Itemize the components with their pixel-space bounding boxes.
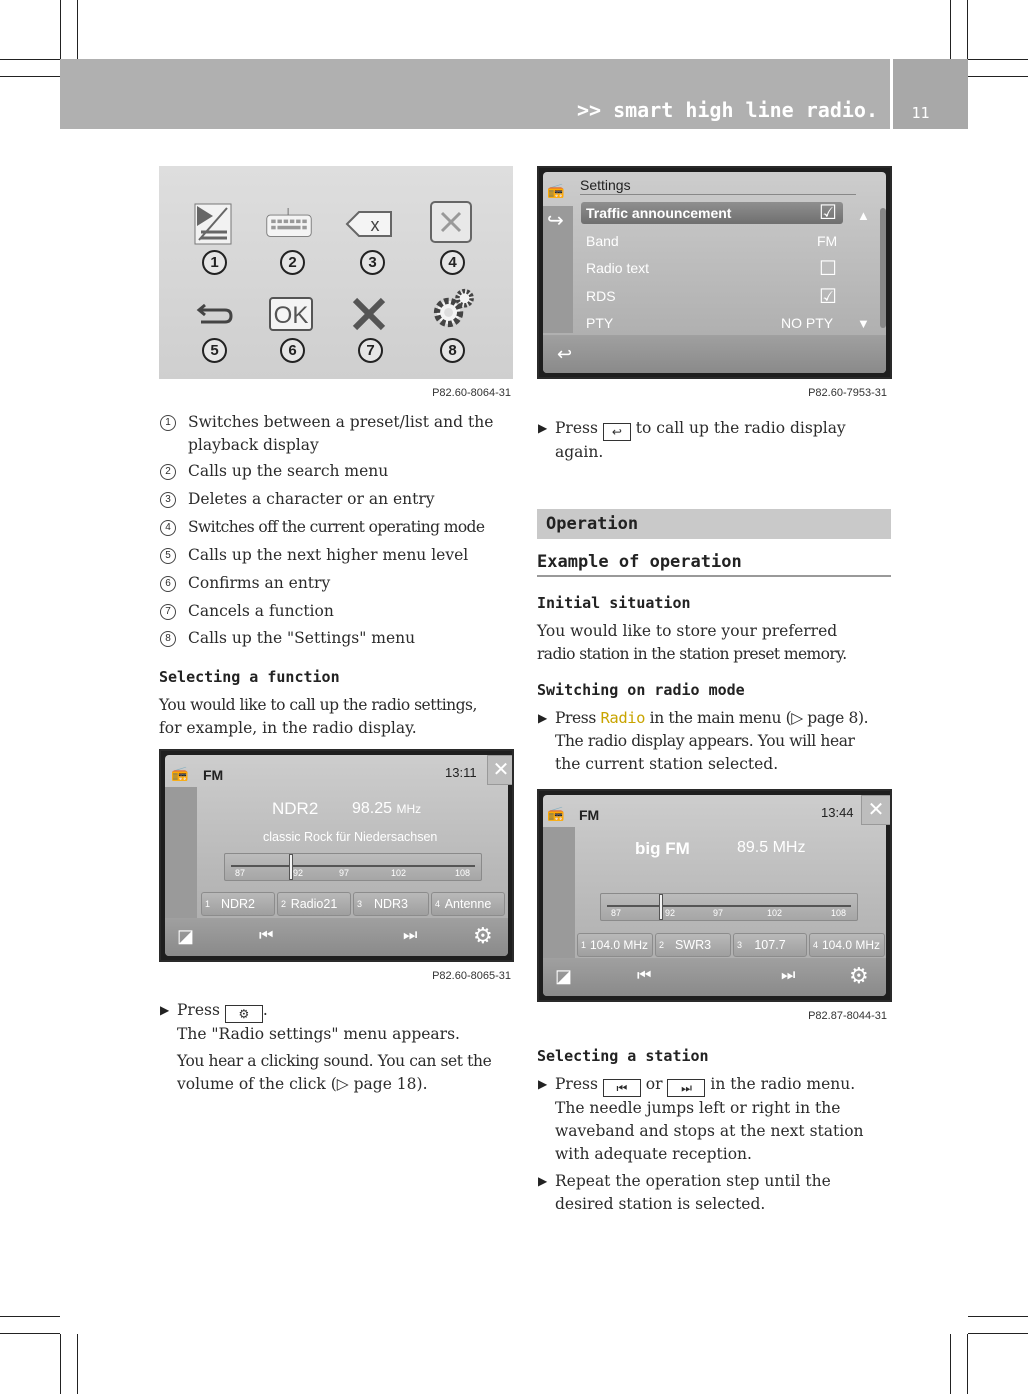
paragraph: You would like to call up the radio settings, xyxy=(159,696,477,714)
paragraph: with adequate reception. xyxy=(555,1145,752,1163)
paragraph: again. xyxy=(555,443,604,461)
crop-mark xyxy=(77,1334,78,1394)
paragraph: desired station is selected. xyxy=(555,1195,766,1213)
settings-row-label: PTY xyxy=(586,315,614,331)
crop-mark xyxy=(60,1334,61,1394)
page-title: >> smart high line radio. xyxy=(576,98,878,122)
skip-back-icon: ⏮ xyxy=(637,967,652,984)
section-heading: Switching on radio mode xyxy=(537,681,745,699)
step-bullet: ▶ xyxy=(538,421,548,435)
section-title: Operation xyxy=(546,514,639,534)
callout-4: 4 xyxy=(440,250,465,275)
crop-mark xyxy=(0,1333,60,1334)
step-text: Repeat the operation step until the xyxy=(555,1172,831,1190)
skip-forward-icon: ⏭ xyxy=(667,1079,705,1097)
paragraph: You hear a clicking sound. You can set the xyxy=(177,1052,492,1070)
paragraph: the current station selected. xyxy=(555,755,779,773)
scale-tick: 108 xyxy=(455,868,471,878)
preset-list-toggle-icon: ◪ xyxy=(555,966,573,986)
settings-gear-icon: ⚙ xyxy=(225,1005,263,1023)
crop-mark xyxy=(0,59,60,60)
settings-row-label: Traffic announcement xyxy=(586,205,732,221)
backspace-icon xyxy=(345,202,393,246)
figure-radio-display xyxy=(537,789,892,1002)
close-icon: ✕ xyxy=(487,755,514,785)
scroll-up-icon: ▲ xyxy=(857,208,870,223)
clock: 13:11 xyxy=(445,765,477,780)
preset-button: 1 104.0 MHz xyxy=(577,933,653,957)
callout-2: 2 xyxy=(280,250,305,275)
crop-mark xyxy=(0,76,60,77)
crop-mark xyxy=(950,0,951,60)
section-heading: Selecting a function xyxy=(159,668,340,686)
step-text: Press ⏮ or ⏭ in the radio menu. xyxy=(555,1075,856,1095)
paragraph: You would like to store your preferred xyxy=(537,622,838,640)
figure-caption: P82.60-7953-31 xyxy=(808,387,887,399)
frequency: 89.5 MHz xyxy=(737,839,806,856)
back-arrow-icon: ↪ xyxy=(547,210,564,232)
display-bottom-bar xyxy=(543,958,886,996)
tuning-needle xyxy=(659,894,663,920)
cancel-icon xyxy=(345,292,393,336)
frequency-scale xyxy=(600,893,858,921)
figure-caption: P82.60-8064-31 xyxy=(432,387,511,399)
settings-row-value: NO PTY xyxy=(781,315,834,331)
scale-tick: 92 xyxy=(665,908,676,918)
preset-button: 1 NDR2 xyxy=(201,892,275,916)
keyboard-icon xyxy=(265,202,313,246)
station-name: NDR2 xyxy=(272,799,319,818)
crop-mark xyxy=(968,1333,1028,1334)
figure-radio-display xyxy=(159,749,514,962)
radio-icon: 📻 xyxy=(171,765,189,781)
crop-mark xyxy=(967,1334,968,1394)
step-bullet: ▶ xyxy=(538,711,548,725)
callout-7: 7 xyxy=(358,338,383,363)
station-name: big FM xyxy=(635,839,690,858)
back-icon xyxy=(191,292,239,336)
skip-back-icon: ⏮ xyxy=(603,1079,641,1097)
paragraph: for example, in the radio display. xyxy=(159,719,417,737)
radio-icon: 📻 xyxy=(547,805,565,821)
crop-mark xyxy=(0,1316,60,1317)
settings-title: Settings xyxy=(580,177,631,193)
settings-row-label: Band xyxy=(586,233,619,249)
step-text: Press Radio in the main menu (▷ page 8). xyxy=(555,709,869,727)
figure-caption: P82.87-8044-31 xyxy=(808,1010,887,1022)
scrollbar xyxy=(880,208,886,328)
close-icon: ✕ xyxy=(861,795,891,825)
callout-1: 1 xyxy=(202,250,227,275)
crop-mark xyxy=(967,0,968,60)
skip-back-icon: ⏮ xyxy=(259,927,274,944)
paragraph: The needle jumps left or right in the xyxy=(555,1099,841,1117)
svg-text:x: x xyxy=(370,215,380,235)
figure-settings-menu xyxy=(537,166,892,379)
checkbox-checked-icon: ☑ xyxy=(819,286,837,308)
section-heading: Selecting a station xyxy=(537,1047,709,1065)
scale-tick: 87 xyxy=(235,868,246,878)
figure-icon-overview xyxy=(159,166,513,379)
back-icon: ↩ xyxy=(557,344,573,364)
paragraph: volume of the click (▷ page 18). xyxy=(177,1075,428,1093)
settings-row-label: RDS xyxy=(586,288,616,304)
checkbox-unchecked-icon: ☐ xyxy=(819,258,837,280)
paragraph: waveband and stops at the next station xyxy=(555,1122,864,1140)
settings-gear-icon: ⚙ xyxy=(473,923,493,948)
paragraph: radio station in the station preset memory. xyxy=(537,645,847,663)
close-mode-icon xyxy=(427,200,475,244)
step-bullet: ▶ xyxy=(538,1077,548,1091)
rds-text: classic Rock für Niedersachsen xyxy=(263,830,438,844)
display-bottom-bar xyxy=(165,918,508,956)
preset-button: 4 104.0 MHz xyxy=(809,933,885,957)
frequency-scale xyxy=(224,853,482,881)
page-number: 11 xyxy=(911,104,930,122)
ok-label: OK xyxy=(273,302,309,329)
step-bullet: ▶ xyxy=(538,1174,548,1188)
preset-button: 2 Radio21 xyxy=(277,892,351,916)
preset-button: 3 NDR3 xyxy=(353,892,429,916)
callout-8: 8 xyxy=(440,338,465,363)
skip-forward-icon: ⏭ xyxy=(403,927,418,944)
crop-mark xyxy=(968,1316,1028,1317)
crop-mark xyxy=(77,0,78,60)
back-icon: ↩ xyxy=(603,423,631,441)
section-heading: Initial situation xyxy=(537,594,691,612)
scale-tick: 97 xyxy=(713,908,724,918)
skip-forward-icon: ⏭ xyxy=(781,967,796,984)
preset-button: 4 Antenne xyxy=(431,892,505,916)
title-rule xyxy=(580,194,856,195)
scale-tick: 102 xyxy=(767,908,783,918)
radio-icon: 📻 xyxy=(547,182,565,198)
subsection-rule xyxy=(537,575,891,577)
step-text: Press ↩ to call up the radio display xyxy=(555,419,846,439)
display-bottom-bar xyxy=(543,335,886,373)
paragraph: The "Radio settings" menu appears. xyxy=(177,1025,460,1043)
step-text: Press ⚙ . xyxy=(177,1001,268,1021)
ok-icon xyxy=(267,292,315,336)
crop-mark xyxy=(950,1334,951,1394)
band-label: FM xyxy=(203,767,224,783)
figure-caption: P82.60-8065-31 xyxy=(432,970,511,982)
step-bullet: ▶ xyxy=(160,1003,170,1017)
scale-tick: 87 xyxy=(611,908,622,918)
display-left-strip xyxy=(165,787,197,918)
scale-tick: 102 xyxy=(391,868,407,878)
band-label: FM xyxy=(579,807,600,823)
preset-button: 2 SWR3 xyxy=(655,933,731,957)
radio-menu-item: Radio xyxy=(600,709,646,727)
display-left-strip xyxy=(543,827,575,958)
callout-6: 6 xyxy=(280,338,305,363)
crop-mark xyxy=(60,0,61,60)
scale-tick: 92 xyxy=(293,868,304,878)
callout-5: 5 xyxy=(202,338,227,363)
crop-mark xyxy=(968,59,1028,60)
settings-row-value: FM xyxy=(817,233,838,249)
subsection-title: Example of operation xyxy=(537,552,742,572)
scale-tick: 108 xyxy=(831,908,847,918)
clock: 13:44 xyxy=(821,805,854,820)
scale-tick: 97 xyxy=(339,868,350,878)
frequency: 98.25 MHz xyxy=(352,800,422,817)
scroll-down-icon: ▼ xyxy=(857,316,870,331)
settings-gear-icon xyxy=(429,286,477,330)
paragraph: The radio display appears. You will hear xyxy=(555,732,855,750)
crop-mark xyxy=(968,76,1028,77)
checkbox-checked-icon: ☑ xyxy=(819,202,837,224)
preset-list-toggle-icon: ◪ xyxy=(177,926,195,946)
settings-row-label: Radio text xyxy=(586,260,650,276)
preset-list-toggle-icon xyxy=(189,202,237,246)
settings-gear-icon: ⚙ xyxy=(849,963,869,988)
preset-button: 3 107.7 xyxy=(733,933,807,957)
callout-3: 3 xyxy=(360,250,385,275)
